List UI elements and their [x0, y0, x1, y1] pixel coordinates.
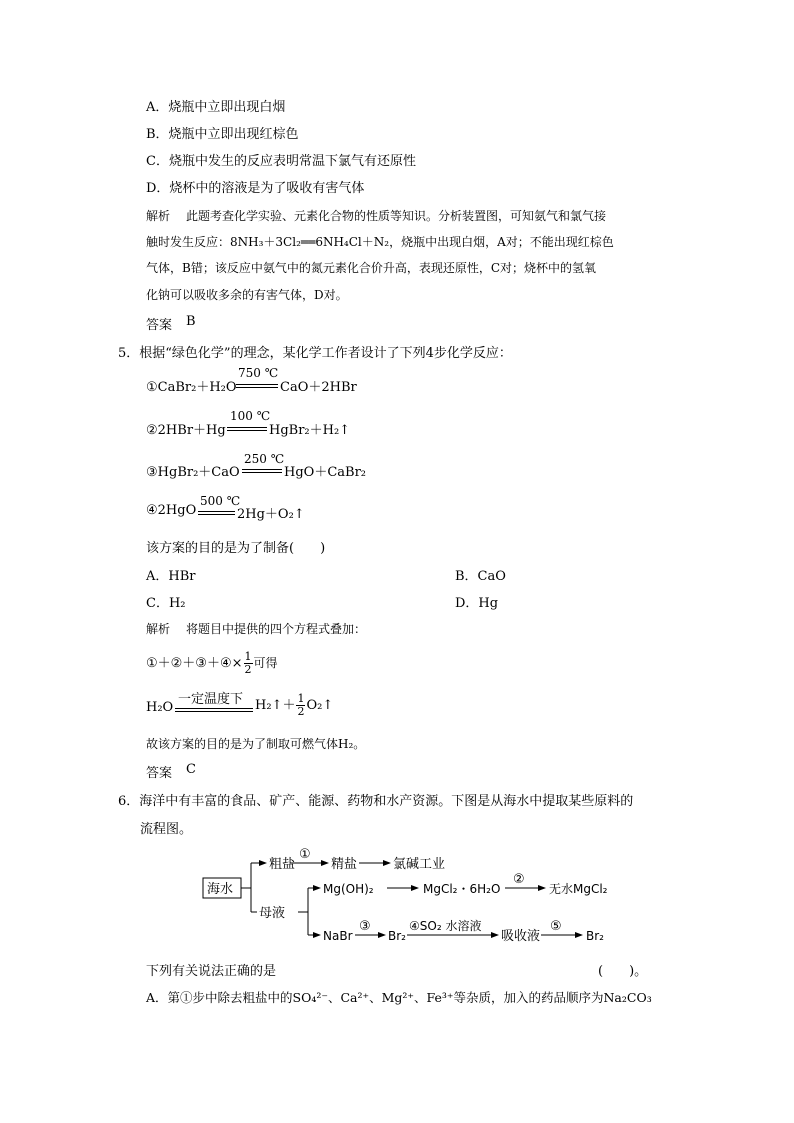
- q4-explanation-line1: 此题考查化学实验、元素化合物的性质等知识。分析装置图，可知氨气和氯气接: [186, 209, 607, 223]
- fraction-denominator-2: 2: [297, 705, 305, 718]
- step5-label: ⑤: [550, 919, 562, 934]
- seawater-label: 海水: [207, 882, 234, 897]
- overall-eq-equals: [175, 708, 253, 712]
- crude-salt-label: 粗盐: [269, 857, 296, 872]
- q5-sum-text: ①＋②＋③＋④×: [146, 656, 243, 671]
- q6-stem-line1: 6．海洋中有丰富的食品、矿产、能源、药物和水产资源。下图是从海水中提取某些原料的: [118, 794, 634, 809]
- fraction-numerator-2: 1: [297, 692, 305, 705]
- reaction-4-equals: [198, 511, 235, 515]
- q5-explanation-label: 解析: [146, 622, 171, 636]
- step4-label: ④SO₂ 水溶液: [409, 919, 482, 933]
- reaction-3-condition: 250 ℃: [244, 452, 285, 466]
- reaction-3-left: ③HgBr₂＋CaO: [146, 465, 240, 480]
- q4-explanation-line4: 化钠可以吸收多余的有害气体，D对。: [146, 288, 348, 302]
- q6-option-a: A．第①步中除去粗盐中的SO₄²⁻、Ca²⁺、Mg²⁺、Fe³⁺等杂质，加入的药品顺序为Na₂CO₃: [146, 990, 652, 1005]
- q5-conclusion: 故该方案的目的是为了制取可燃气体H₂。: [146, 737, 366, 751]
- step3-label: ③: [359, 919, 371, 934]
- q4-option-a: A．烧瓶中立即出现白烟: [146, 100, 286, 115]
- reaction-1-condition: 750 ℃: [238, 366, 279, 380]
- q5-explanation-line1: 将题目中提供的四个方程式叠加：: [186, 622, 367, 636]
- reaction-2-equals: [227, 427, 267, 431]
- reaction-3-right: HgO＋CaBr₂: [284, 465, 366, 480]
- q5-option-c: C．H₂: [146, 596, 186, 611]
- absorb-label: 吸收液: [501, 929, 541, 944]
- overall-eq-condition: 一定温度下: [178, 692, 244, 707]
- overall-eq-right1: H₂↑＋: [255, 698, 296, 713]
- q4-option-d: D．烧杯中的溶液是为了吸收有害气体: [146, 181, 365, 196]
- refined-salt-label: 精盐: [331, 857, 358, 872]
- br2-label-a: Br₂: [388, 929, 406, 943]
- reaction-4-right: 2Hg＋O₂↑: [237, 507, 305, 522]
- mgcl2-label: MgCl₂・6H₂O: [423, 882, 501, 896]
- reaction-2-right: HgBr₂＋H₂↑: [269, 423, 351, 438]
- q5-option-d: D．Hg: [455, 596, 499, 611]
- mgoh2-label: Mg(OH)₂: [323, 882, 374, 896]
- reaction-4-condition: 500 ℃: [200, 494, 241, 508]
- q5-answer: C: [186, 762, 196, 777]
- q6-stem-line2: 流程图。: [140, 822, 193, 837]
- reaction-3-equals: [242, 469, 282, 473]
- q5-option-a: A．HBr: [146, 569, 196, 584]
- fraction-half: [244, 651, 253, 676]
- q4-option-b: B．烧瓶中立即出现红棕色: [146, 127, 299, 142]
- q6-question: 下列有关说法正确的是: [146, 964, 277, 979]
- fraction-half-2: [296, 693, 305, 718]
- q4-option-c: C．烧瓶中发生的反应表明常温下氯气有还原性: [146, 154, 416, 169]
- q4-answer-label: 答案: [146, 318, 173, 333]
- overall-eq-right2: O₂↑: [306, 698, 334, 713]
- q5-question: 该方案的目的是为了制备( ): [146, 541, 326, 556]
- q5-sum-expression: [146, 651, 278, 676]
- q5-sum-tail: 可得: [253, 656, 278, 670]
- q4-explanation-label: 解析: [146, 209, 171, 223]
- step1-label: ①: [299, 847, 311, 862]
- q4-explanation-line3: 气体，B错；该反应中氨气中的氮元素化合价升高，表现还原性，C对；烧杯中的氢氧: [146, 261, 597, 275]
- q4-answer: B: [186, 314, 196, 329]
- step2-label: ②: [513, 872, 525, 887]
- mother-liquor-label: 母液: [259, 906, 286, 921]
- reaction-4-left: ④2HgO: [146, 503, 197, 518]
- reaction-1-right: CaO＋2HBr: [280, 380, 357, 395]
- fraction-numerator: 1: [244, 650, 252, 663]
- reaction-2-condition: 100 ℃: [230, 409, 271, 423]
- overall-eq-right: [255, 693, 333, 718]
- reaction-1-equals: [236, 384, 278, 388]
- flow-diagram: [195, 840, 655, 950]
- q5-answer-label: 答案: [146, 766, 173, 781]
- q4-explanation-line2: 触时发生反应：8NH₃＋3Cl₂══6NH₄Cl＋N₂，烧瓶中出现白烟，A对；不能出现红棕色: [146, 235, 614, 249]
- q5-option-b: B．CaO: [455, 569, 506, 584]
- br2-label-b: Br₂: [586, 929, 604, 943]
- q6-answer-bracket: ( )。: [598, 964, 648, 979]
- q5-stem: 5．根据“绿色化学”的理念，某化学工作者设计了下列4步化学反应：: [118, 346, 512, 361]
- anhydrous-mgcl2-label: 无水MgCl₂: [549, 882, 608, 896]
- fraction-denominator: 2: [244, 663, 252, 676]
- overall-eq-left: H₂O: [146, 700, 174, 715]
- nabr-label: NaBr: [323, 929, 353, 943]
- reaction-2-left: ②2HBr＋Hg: [146, 423, 226, 438]
- chlor-alkali-label: 氯碱工业: [393, 857, 446, 872]
- reaction-1-left: ①CaBr₂＋H₂O: [146, 380, 237, 395]
